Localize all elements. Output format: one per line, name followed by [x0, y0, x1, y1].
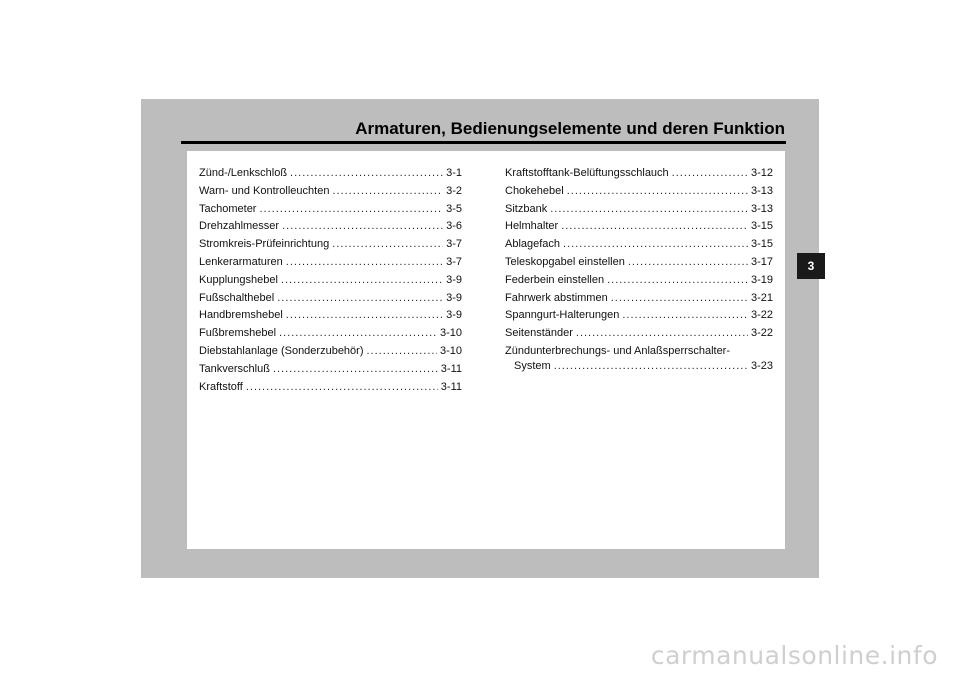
toc-leader-dots [277, 292, 443, 304]
toc-leader-dots [259, 203, 443, 215]
toc-panel [187, 151, 785, 549]
toc-entry-label: Warn- und Kontrolleuchten [199, 184, 330, 197]
toc-entry-page: 3-10 [439, 327, 462, 340]
toc-entry-label: Ablagefach [505, 238, 561, 251]
toc-entry[interactable] [199, 203, 462, 221]
toc-entry-page: 3-7 [446, 255, 462, 268]
toc-leader-dots [273, 363, 438, 375]
chapter-tab[interactable]: 3 [797, 253, 825, 279]
toc-entry-label: Drehzahlmesser [199, 220, 280, 233]
toc-entry-label: Seitenständer [505, 327, 573, 340]
toc-leader-dots [576, 327, 748, 339]
toc-entry-page: 3-15 [750, 220, 773, 233]
toc-entry[interactable] [505, 309, 773, 327]
toc-entry[interactable] [505, 203, 773, 221]
toc-leader-dots [554, 360, 748, 372]
toc-leader-dots [611, 292, 748, 304]
toc-entry[interactable] [505, 256, 773, 274]
toc-entry-label: Kupplungshebel [199, 273, 278, 286]
toc-entry-page: 3-10 [439, 344, 462, 357]
toc-entry[interactable] [199, 309, 462, 327]
toc-entry[interactable] [199, 185, 462, 203]
chapter-title: Armaturen, Bedienungselemente und deren Funktion [355, 119, 785, 138]
toc-leader-dots [550, 203, 748, 215]
toc-leader-dots [628, 256, 748, 268]
toc-entry[interactable] [199, 345, 462, 363]
toc-leader-dots [607, 274, 748, 286]
toc-entry-page: 3-17 [750, 255, 773, 268]
toc-entry[interactable] [199, 167, 462, 185]
toc-entry-label: Tankverschluß [199, 362, 270, 375]
toc-left-column [199, 167, 462, 398]
toc-leader-dots [567, 185, 748, 197]
toc-leader-dots [332, 185, 443, 197]
toc-entry-page: 3-15 [750, 238, 773, 251]
toc-entry[interactable] [505, 220, 773, 238]
toc-entry[interactable] [505, 185, 773, 203]
toc-entry-label: System [514, 359, 551, 372]
toc-entry[interactable] [199, 256, 462, 274]
toc-entry-page: 3-22 [750, 309, 773, 322]
toc-leader-dots [279, 327, 437, 339]
toc-entry-page: 3-7 [446, 238, 462, 251]
toc-entry-label: Tachometer [199, 202, 257, 215]
toc-entry-page: 3-9 [446, 309, 462, 322]
toc-leader-dots [281, 274, 443, 286]
toc-entry[interactable] [199, 327, 462, 345]
toc-entry-label: Zünd-/Lenkschloß [199, 167, 288, 179]
toc-entry-label: Federbein einstellen [505, 273, 605, 286]
toc-entry-page: 3-12 [750, 167, 773, 179]
toc-entry-label: Fußbremshebel [199, 327, 277, 340]
toc-entry-label: Chokehebel [505, 184, 564, 197]
toc-leader-dots [282, 220, 443, 232]
toc-entry-label: Diebstahlanlage (Sonderzubehör) [199, 344, 364, 357]
toc-leader-dots [246, 381, 438, 393]
toc-entry[interactable] [199, 220, 462, 238]
toc-entry-label: Kraftstoff [199, 380, 243, 393]
toc-entry-label: Fußschalthebel [199, 291, 275, 304]
toc-entry-page: 3-21 [750, 291, 773, 304]
toc-entry[interactable] [505, 292, 773, 310]
toc-entry-page: 3-6 [446, 220, 462, 233]
toc-entry-page: 3-9 [446, 291, 462, 304]
toc-entry-label: Lenkerarmaturen [199, 255, 283, 268]
toc-entry-label: Spanngurt-Halterungen [505, 309, 620, 322]
toc-right-column [505, 167, 773, 378]
toc-entry-page: 3-9 [446, 273, 462, 286]
toc-entry-label: Helmhalter [505, 220, 559, 233]
toc-entry-label: Sitzbank [505, 202, 548, 215]
toc-entry[interactable] [199, 381, 462, 399]
toc-entry-page: 3-1 [446, 167, 462, 179]
toc-leader-dots [672, 167, 748, 179]
title-underline [181, 141, 786, 144]
toc-leader-dots [563, 238, 748, 250]
toc-entry[interactable] [505, 274, 773, 292]
toc-entry[interactable] [505, 238, 773, 256]
toc-entry-page: 3-2 [446, 184, 462, 197]
toc-entry-page: 3-11 [440, 380, 462, 393]
manual-page [141, 99, 819, 578]
toc-entry-label-line: Zündunterbrechungs- und Anlaßsperrschalter- [505, 344, 731, 357]
toc-entry-label: Teleskopgabel einstellen [505, 255, 625, 268]
toc-entry[interactable] [505, 327, 773, 345]
toc-entry-page: 3-23 [750, 359, 773, 372]
toc-leader-dots [561, 220, 748, 232]
toc-entry[interactable] [505, 167, 773, 185]
toc-entry-label: Handbremshebel [199, 309, 283, 322]
toc-entry-label: Fahrwerk abstimmen [505, 291, 608, 304]
toc-entry-page: 3-22 [750, 327, 773, 340]
toc-entry-page: 3-19 [750, 273, 773, 286]
toc-leader-dots [286, 256, 443, 268]
toc-entry-page: 3-13 [750, 184, 773, 197]
toc-entry[interactable] [199, 238, 462, 256]
toc-entry-label: Stromkreis-Prüfeinrichtung [199, 238, 330, 251]
toc-leader-dots [622, 309, 748, 321]
toc-leader-dots [290, 167, 443, 179]
toc-entry[interactable] [505, 360, 773, 378]
toc-leader-dots [286, 309, 443, 321]
toc-entry-page: 3-5 [446, 202, 462, 215]
toc-leader-dots [367, 345, 437, 357]
toc-leader-dots [332, 238, 443, 250]
toc-entry-page: 3-11 [440, 362, 462, 375]
toc-entry[interactable] [199, 363, 462, 381]
toc-entry-label: Kraftstofftank-Belüftungsschlauch [505, 167, 669, 179]
toc-entry-page: 3-13 [750, 202, 773, 215]
toc-entry[interactable] [199, 274, 462, 292]
watermark: carmanualsonline.info [650, 641, 938, 670]
toc-entry[interactable] [199, 292, 462, 310]
